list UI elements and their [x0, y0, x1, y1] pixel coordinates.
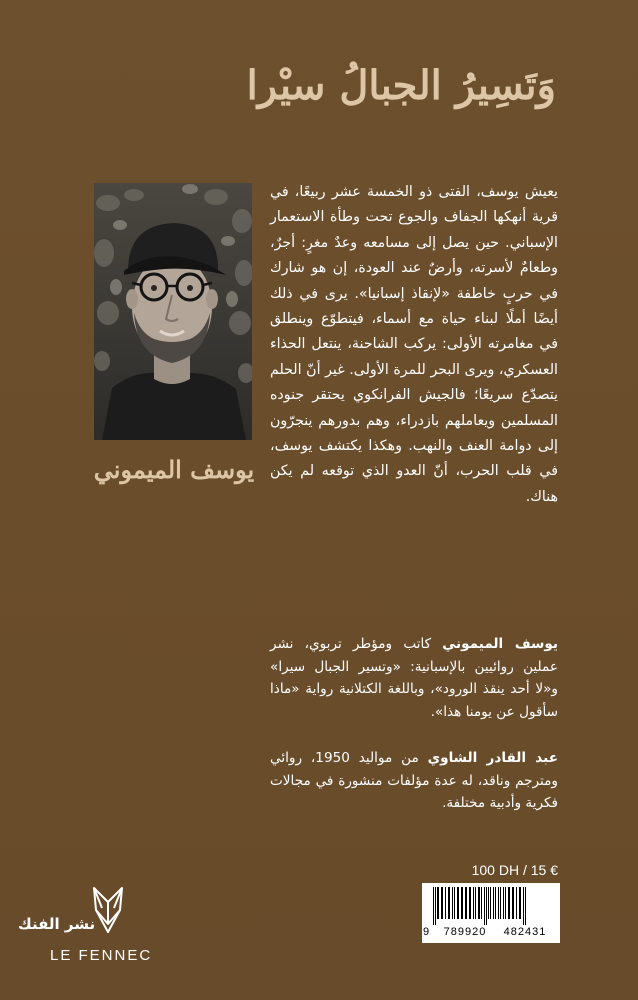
- barcode-bar: [475, 887, 476, 919]
- barcode-bar: [486, 887, 487, 925]
- translator-bio: [270, 747, 558, 815]
- barcode-bar: [500, 887, 501, 919]
- isbn-group-1: 789920: [443, 926, 487, 938]
- barcode-bar: [448, 887, 450, 919]
- barcode-bar: [488, 887, 489, 919]
- barcode-bar: [503, 887, 504, 919]
- price: 100 DH / 15 €: [471, 862, 558, 878]
- barcode-bar: [478, 887, 480, 919]
- author-photo: [94, 183, 252, 440]
- barcode-bar: [523, 887, 524, 925]
- barcode-bar: [490, 887, 491, 919]
- barcode-bar: [473, 887, 474, 919]
- barcode-bar: [495, 887, 496, 919]
- barcode: [422, 883, 560, 943]
- book-title: وَتَسِيرُ الجبالُ سيْرا: [246, 62, 556, 109]
- barcode-bar: [435, 887, 436, 925]
- author-bio: [270, 633, 558, 723]
- barcode-bar: [445, 887, 446, 919]
- author-name: يوسف الميموني: [93, 455, 255, 484]
- barcode-bar: [484, 887, 485, 925]
- barcode-bar: [433, 887, 434, 925]
- isbn-group-2: 482431: [503, 926, 547, 938]
- publisher-arabic: نشر الفنك: [18, 915, 96, 933]
- barcode-bar: [454, 887, 455, 919]
- barcode-bar: [465, 887, 467, 919]
- barcode-bar: [505, 887, 506, 919]
- translator-bio-name: عبد القادر الشاوي: [427, 750, 558, 766]
- author-bio-name: يوسف الميموني: [442, 636, 558, 652]
- barcode-bar: [508, 887, 510, 919]
- author-bio-text: كاتب ومؤطر تربوي، نشر عملين روائيين بالإسبانية: «وتسير الجبال سيرا» و«لا أحد ينقذ الورود»، وباللغة الكتلانية رواية «ماذا سأقول عن يومنا هذا».: [270, 636, 558, 720]
- publisher-latin: LE FENNEC: [50, 947, 153, 964]
- barcode-bar: [452, 887, 453, 919]
- barcode-bar: [516, 887, 517, 919]
- translator-bio-text: من مواليد 1950، روائي ومترجم وناقد، له عدة مؤلفات منشورة في مجالات فكرية وأدبية مختلفة.: [270, 750, 558, 811]
- barcode-bar: [493, 887, 494, 919]
- barcode-bar: [469, 887, 471, 919]
- barcode-bar: [481, 887, 482, 919]
- barcode-bar: [512, 887, 514, 919]
- barcode-bar: [457, 887, 459, 919]
- barcode-bar: [437, 887, 439, 919]
- barcode-bar: [519, 887, 521, 919]
- barcode-bar: [461, 887, 463, 919]
- barcode-bar: [498, 887, 499, 919]
- barcode-bar: [525, 887, 526, 925]
- synopsis: يعيش يوسف، الفتى ذو الخمسة عشر ربيعًا، في قرية أنهكها الجفاف والجوع تحت وطأة الاستعمار الإسباني. حين يصل إلى مسامعه وعدٌ مغرٍ: أجرٌ، وطعامٌ لأسرته، وأرضٌ عند العودة، إن هو شارك في حربٍ خاطفة «لإنقاذ إسبانيا». يرى في ذلك أيضًا أملًا لبناء حياة مع أسماء، فيتطوّع وينطلق في مغامرته الأولى: يركب الشاحنة، ينتعل الحذاء العسكري، ويرى البحر للمرة الأولى. غير أنّ الحلم يتصدّع سريعًا؛ فالجيش الفرانكوي يحتقر جنوده المسلمين ويعاملهم بازدراء، وهم بدورهم ينجرّون إلى دوامة العنف والنهب. وهكذا يكتشف يوسف، في قلب الحرب، أنّ العدو الذي توقعه لم يكن هناك.: [270, 184, 558, 505]
- isbn-prefix: 9: [423, 926, 430, 938]
- barcode-bar: [441, 887, 443, 919]
